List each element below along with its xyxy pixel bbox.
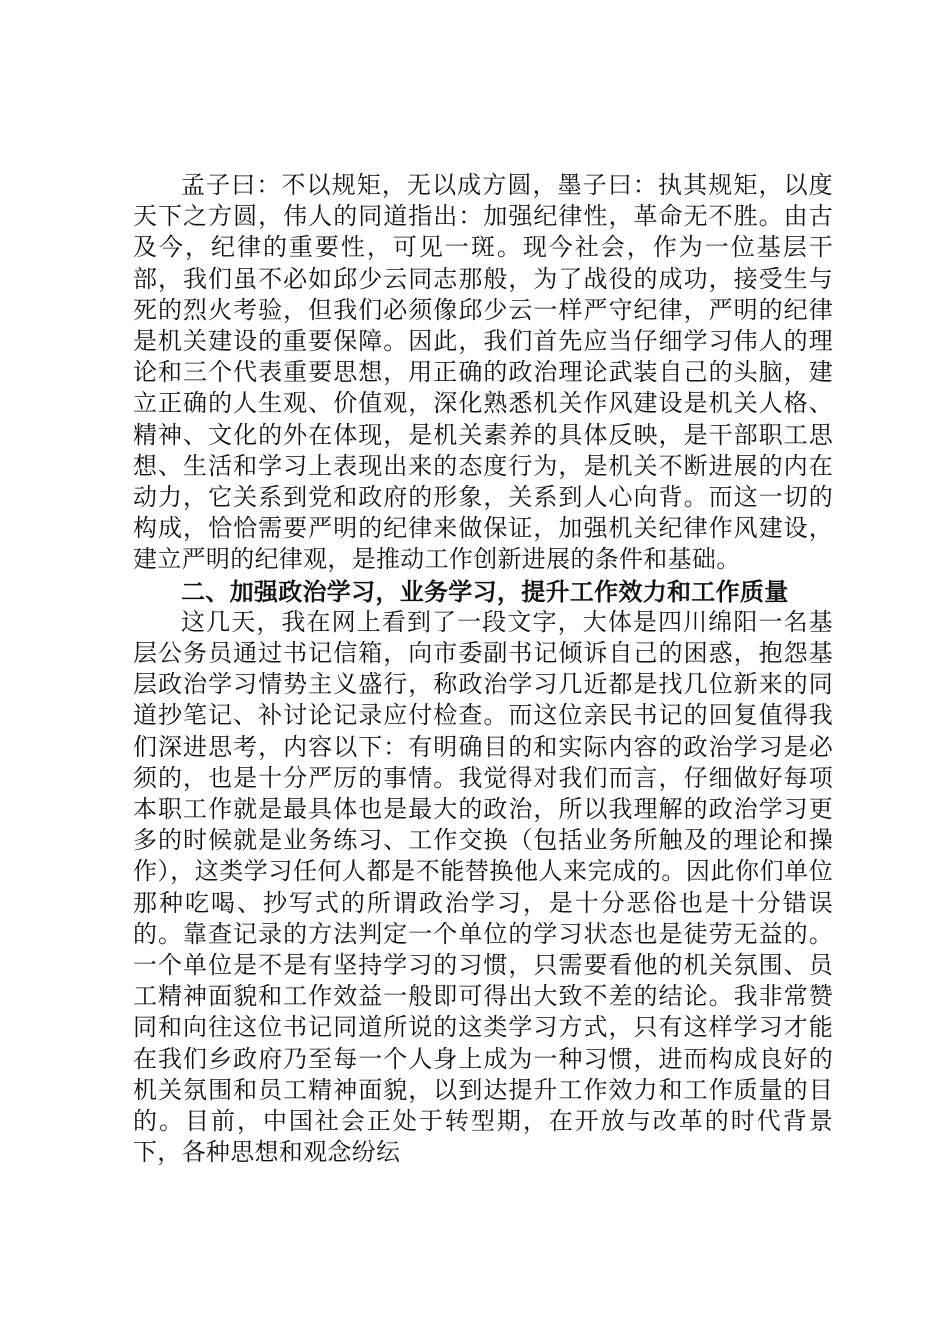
section-heading-2: 二、加强政治学习，业务学习，提升工作效力和工作质量 xyxy=(181,576,789,606)
body-paragraph-1: 孟子曰：不以规矩，无以成方圆，墨子曰：执其规矩，以度天下之方圆，伟人的同道指出：加强纪律性，革命无不胜。由古及今，纪律的重要性，可见一斑。现今社会，作为一位基层干部，我们虽不必如邱少云同志那般，为了战役的成功，接受生与死的烈火考验，但我们必须像邱少云一样严守纪律，严明的纪律是机关建设的重要保障。因此，我们首先应当仔细学习伟人的理论和三个代表重要思想，用正确的政治理论武装自己的头脑，建立正确的人生观、价值观，深化熟悉机关作风建设是机关人格、精神、文化的外在体现，是机关素养的具体反映，是干部职工思想、生活和学习上表现出来的态度行为，是机关不断进展的内在动力，它关系到党和政府的形象，关系到人心向背。而这一切的构成，恰恰需要严明的纪律来做保证，加强机关纪律作风建设，建立严明的纪律观，是推动工作创新进展的条件和基础。 xyxy=(133,171,833,574)
body-paragraph-2: 这几天，我在网上看到了一段文字，大体是四川绵阳一名基层公务员通过书记信箱，向市委副书记倾诉自己的困惑，抱怨基层政治学习情势主义盛行，称政治学习几近都是找几位新来的同道抄笔记、补讨论记录应付检查。而这位亲民书记的回复值得我们深进思考，内容以下：有明确目的和实际内容的政治学习是必须的，也是十分严厉的事情。我觉得对我们而言，仔细做好每项本职工作就是最具体也是最大的政治，所以我理解的政治学习更多的时候就是业务练习、工作交换（包括业务所触及的理论和操作），这类学习任何人都是不能替换他人来完成的。因此你们单位那种吃喝、抄写式的所谓政治学习，是十分恶俗也是十分错误的。靠查记录的方法判定一个单位的学习状态也是徒劳无益的。一个单位是不是有坚持学习的习惯，只需要看他的机关氛围、员工精神面貌和工作效益一般即可得出大致不差的结论。我非常赞同和向往这位书记同道所说的这类学习方式，只有这样学习才能在我们乡政府乃至每一个人身上成为一种习惯，进而构成良好的机关氛围和员工精神面貌，以到达提升工作效力和工作质量的目的。目前，中国社会正处于转型期，在开放与改革的时代背景下，各种思想和观念纷纭 xyxy=(133,607,833,1167)
document-page xyxy=(133,170,833,1169)
